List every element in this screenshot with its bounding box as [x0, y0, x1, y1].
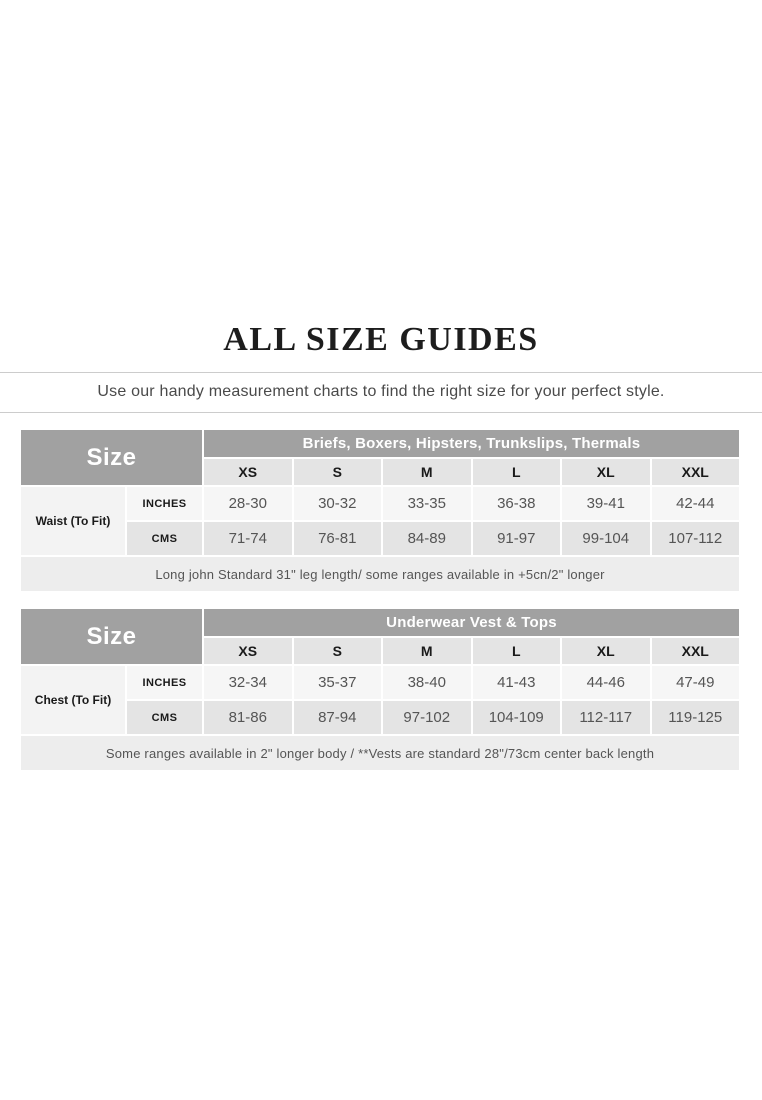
size-column-header: M	[383, 459, 471, 485]
size-corner-cell: Size	[21, 430, 202, 485]
top-spacer	[0, 0, 762, 320]
measurement-value: 97-102	[383, 701, 471, 734]
measurement-value: 76-81	[294, 522, 382, 555]
size-table-vests	[19, 607, 741, 772]
measurement-value: 87-94	[294, 701, 382, 734]
unit-label: INCHES	[127, 487, 202, 520]
measurement-value: 35-37	[294, 666, 382, 699]
measurement-value: 41-43	[473, 666, 561, 699]
measurement-value: 81-86	[204, 701, 292, 734]
measurement-value: 112-117	[562, 701, 650, 734]
measurement-value: 84-89	[383, 522, 471, 555]
measurement-value: 28-30	[204, 487, 292, 520]
unit-label: INCHES	[127, 666, 202, 699]
unit-label: CMS	[127, 701, 202, 734]
measurement-value: 71-74	[204, 522, 292, 555]
size-column-header: S	[294, 638, 382, 664]
size-corner-cell: Size	[21, 609, 202, 664]
unit-label: CMS	[127, 522, 202, 555]
size-column-header: S	[294, 459, 382, 485]
measurement-value: 99-104	[562, 522, 650, 555]
measurement-value: 39-41	[562, 487, 650, 520]
page-title: ALL SIZE GUIDES	[223, 321, 539, 358]
size-column-header: L	[473, 459, 561, 485]
size-column-header: XS	[204, 638, 292, 664]
size-column-header: M	[383, 638, 471, 664]
measurement-value: 104-109	[473, 701, 561, 734]
measurement-value: 32-34	[204, 666, 292, 699]
table-note: Some ranges available in 2" longer body / **Vests are standard 28"/73cm center back length	[21, 736, 739, 770]
category-header: Briefs, Boxers, Hipsters, Trunkslips, Thermals	[204, 430, 739, 457]
measurement-value: 44-46	[562, 666, 650, 699]
size-column-header: XXL	[652, 459, 740, 485]
measurement-value: 107-112	[652, 522, 740, 555]
measurement-value: 33-35	[383, 487, 471, 520]
category-header: Underwear Vest & Tops	[204, 609, 739, 636]
page-subtitle: Use our handy measurement charts to find the right size for your perfect style.	[97, 383, 665, 400]
tables-container	[0, 413, 762, 772]
measurement-value: 42-44	[652, 487, 740, 520]
measurement-row-label: Waist (To Fit)	[21, 487, 125, 555]
size-column-header: XL	[562, 638, 650, 664]
subtitle-bar	[0, 372, 762, 413]
table-note: Long john Standard 31" leg length/ some ranges available in +5cn/2" longer	[21, 557, 739, 591]
measurement-value: 30-32	[294, 487, 382, 520]
measurement-value: 119-125	[652, 701, 740, 734]
size-column-header: XS	[204, 459, 292, 485]
size-table-briefs	[19, 428, 741, 593]
measurement-value: 38-40	[383, 666, 471, 699]
measurement-value: 91-97	[473, 522, 561, 555]
measurement-value: 47-49	[652, 666, 740, 699]
measurement-value: 36-38	[473, 487, 561, 520]
size-column-header: L	[473, 638, 561, 664]
size-column-header: XXL	[652, 638, 740, 664]
size-column-header: XL	[562, 459, 650, 485]
measurement-row-label: Chest (To Fit)	[21, 666, 125, 734]
